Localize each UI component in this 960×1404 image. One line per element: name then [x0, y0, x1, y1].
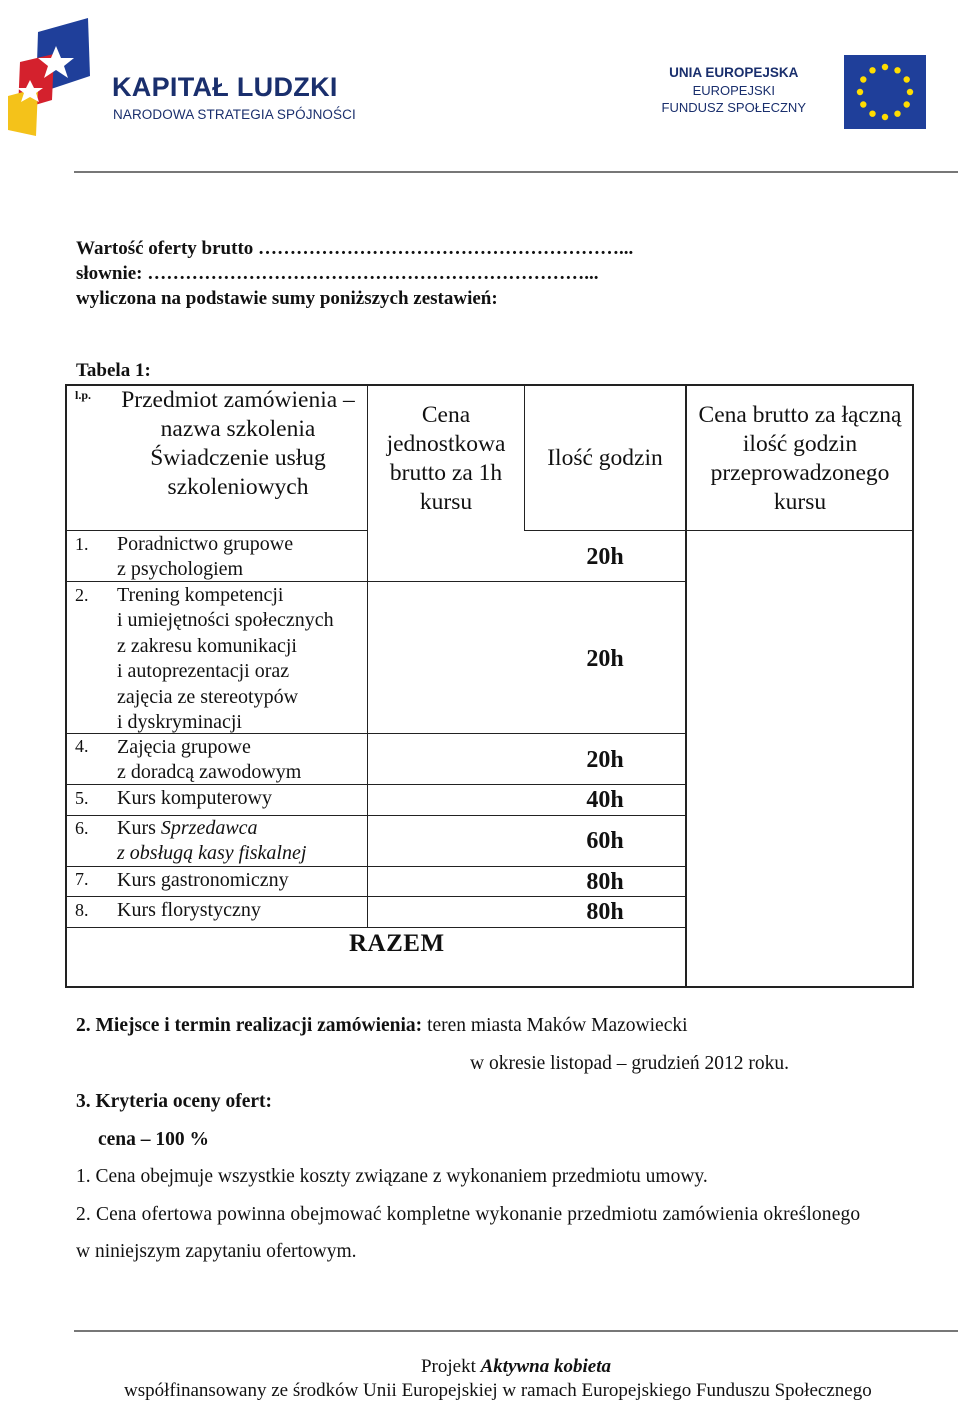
eu-flag-icon [844, 55, 926, 129]
course-name-line: i umiejętności społecznych [117, 609, 334, 632]
header-lp: l.p. [75, 388, 92, 402]
row-number: 5. [75, 788, 89, 808]
course-name-line: Kurs gastronomiczny [117, 869, 289, 891]
table-caption: Tabela 1: [76, 360, 151, 381]
row-number: 2. [75, 585, 89, 605]
footer-cofinanced: współfinansowany ze środków Unii Europejskiej w ramach Europejskiego Funduszu Społecznego [124, 1380, 872, 1401]
row-number: 8. [75, 900, 89, 920]
col-divider [367, 532, 368, 928]
row-divider [65, 927, 685, 928]
footer-project-prefix: Projekt [420, 1356, 481, 1377]
course-name-line: z zakresu komunikacji [117, 634, 297, 657]
section3-note2: 2. Cena ofertowa powinna obejmować kompletne wykonanie przedmiotu zamówienia określonego [76, 1204, 861, 1225]
pricing-table [65, 384, 914, 988]
course-name-line: z obsługą kasy fiskalnej [117, 842, 307, 865]
eu-logo-text [662, 64, 806, 116]
header-total-price: Cena brutto za łączną ilość godzin przeprowadzonego kursu [698, 402, 902, 515]
section-place-time [76, 1015, 688, 1037]
row-course-name [117, 898, 261, 923]
row-course-name [117, 816, 306, 867]
course-name-line: zajęcia ze stereotypów [117, 685, 299, 708]
row-hours: 80h [586, 869, 624, 895]
row-hours: 20h [586, 747, 624, 773]
row-hours: 20h [586, 544, 624, 570]
section3-criterion: cena – 100 % [98, 1129, 210, 1150]
offer-in-words: słownie: ……………………………………………………………... [76, 263, 599, 284]
section2-period: w okresie listopad – grudzień 2012 roku. [470, 1053, 789, 1074]
section3-note1: 1. Cena obejmuje wszystkie koszty związane z wykonaniem przedmiotu umowy. [76, 1166, 708, 1187]
row-hours: 60h [586, 828, 624, 854]
section2-label: 2. Miejsce i termin realizacji zamówienia: [76, 1015, 423, 1036]
footer-project [0, 1356, 960, 1378]
course-name-line: Poradnictwo grupowe [117, 533, 294, 555]
row-number: 4. [75, 736, 89, 756]
offer-basis: wyliczona na podstawie sumy poniższych zestawień: [76, 288, 498, 309]
course-name-line: i autoprezentacji oraz [117, 660, 290, 683]
kl-title: KAPITAŁ LUDZKI [112, 72, 338, 102]
course-name-line: i dyskryminacji [117, 711, 242, 734]
kapital-ludzki-logo [8, 18, 368, 136]
kapital-ludzki-emblem-icon [8, 18, 104, 136]
course-name-line: Kurs florystyczny [117, 899, 261, 921]
footer-project-name: Aktywna kobieta [480, 1356, 611, 1377]
section2-place: teren miasta Maków Mazowiecki [422, 1015, 688, 1036]
row-number: 7. [75, 869, 89, 889]
eu-line2: EUROPEJSKI [692, 83, 775, 98]
offer-gross-value: Wartość oferty brutto …………………………………………………... [76, 238, 634, 259]
course-name-prefix: Kurs [117, 817, 161, 839]
row-course-name [117, 868, 289, 893]
eu-line1: UNIA EUROPEJSKA [669, 65, 799, 80]
row-divider [65, 896, 685, 897]
header-subject-subtitle: Świadczenie usług szkoleniowych [150, 445, 326, 500]
footer-divider [74, 1330, 958, 1332]
header-hours: Ilość godzin [547, 445, 663, 471]
row-number: 6. [75, 818, 89, 838]
header-divider [74, 171, 958, 173]
row-course-name [117, 786, 272, 811]
kl-subtitle: NARODOWA STRATEGIA SPÓJNOŚCI [113, 107, 356, 122]
row-divider [65, 530, 367, 531]
eu-line3: FUNDUSZ SPOŁECZNY [661, 100, 806, 115]
row-course-name [117, 583, 334, 735]
row-number: 1. [75, 534, 89, 554]
course-name-line: Trening kompetencji [117, 584, 284, 606]
total-label: RAZEM [349, 930, 445, 957]
header-unit-price: Cena jednostkowa brutto za 1h kursu [386, 402, 506, 515]
course-name-line [117, 816, 306, 841]
row-divider [524, 530, 914, 531]
course-name-italic: Sprzedawca [160, 817, 258, 839]
offer-value-block [76, 236, 633, 311]
eu-logo [650, 52, 930, 132]
section3-label: 3. Kryteria oceny ofert: [76, 1091, 272, 1112]
table-border [65, 986, 914, 988]
course-name-line: Zajęcia grupowe [117, 736, 251, 758]
table-border [65, 384, 67, 988]
course-name-line: z psychologiem [117, 558, 244, 581]
header-subject [113, 386, 363, 502]
row-hours: 20h [586, 646, 624, 672]
header-subject-title: Przedmiot zamówienia – nazwa szkolenia [121, 387, 355, 442]
row-course-name [117, 735, 301, 786]
row-hours: 40h [586, 787, 624, 813]
row-hours: 80h [586, 899, 624, 925]
row-course-name [117, 532, 293, 583]
course-name-line: z doradcą zawodowym [117, 761, 302, 784]
course-name-line: Kurs komputerowy [117, 787, 272, 809]
section3-note2-cont: w niniejszym zapytaniu ofertowym. [76, 1241, 357, 1262]
